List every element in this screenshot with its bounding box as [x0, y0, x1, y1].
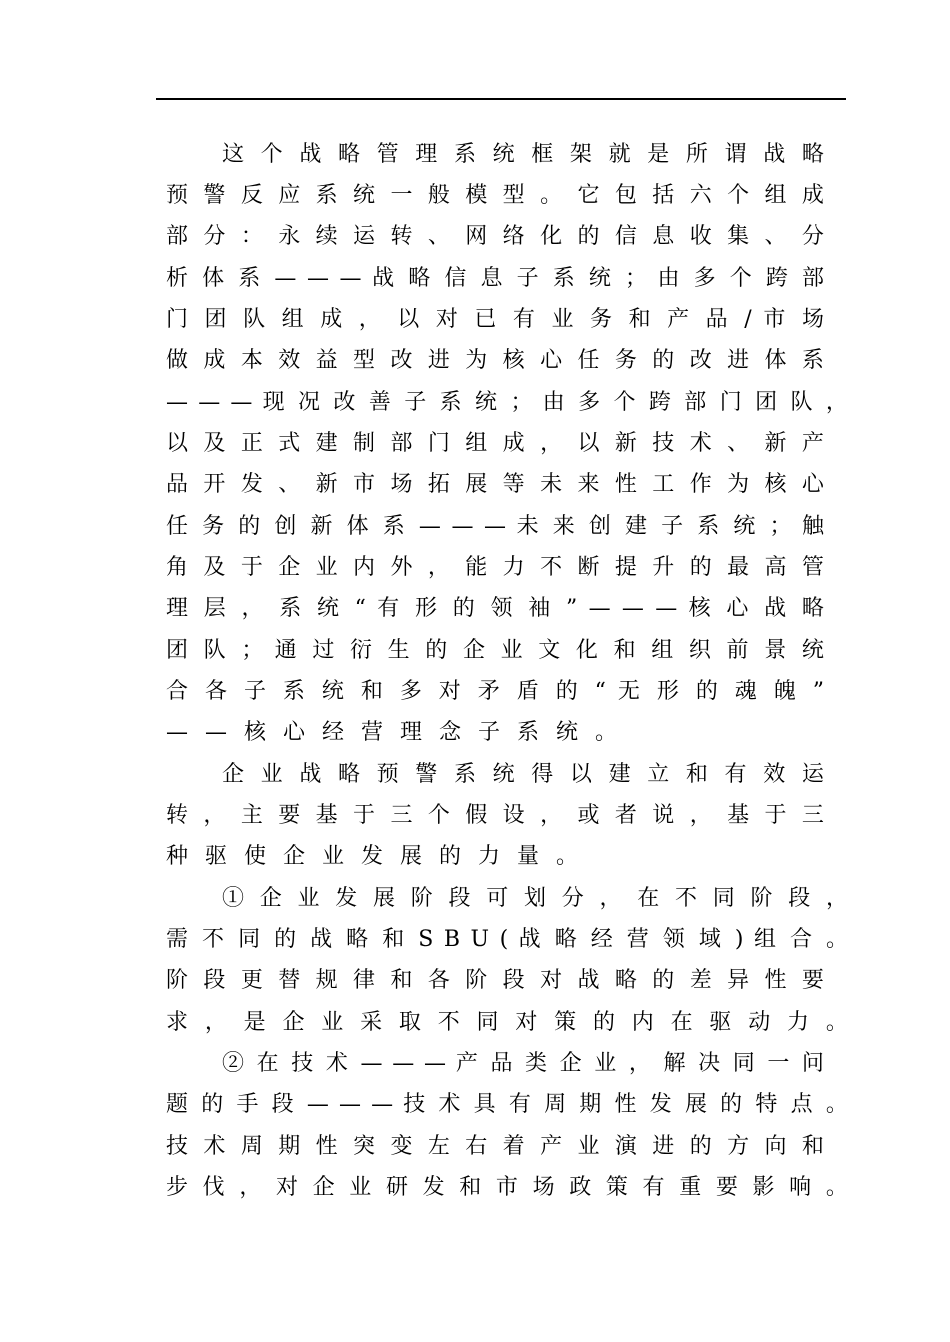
- text-line: 以 及 正 式 建 制 部 门 组 成 ， 以 新 技 术 、 新 产: [166, 431, 824, 456]
- text-line: 步 伐 ， 对 企 业 研 发 和 市 场 政 策 有 重 要 影 响 。: [166, 1175, 848, 1200]
- text-line: 题 的 手 段 — — — 技 术 具 有 周 期 性 发 展 的 特 点 。: [166, 1092, 848, 1117]
- text-line: 任 务 的 创 新 体 系 — — — 未 来 创 建 子 系 统 ； 触: [166, 514, 825, 539]
- text-line: 这 个 战 略 管 理 系 统 框 架 就 是 所 谓 战 略: [222, 142, 824, 167]
- text-line: 转 ， 主 要 基 于 三 个 假 设 ， 或 者 说 ， 基 于 三: [166, 803, 824, 828]
- text-line: 求 ， 是 企 业 采 取 不 同 对 策 的 内 在 驱 动 力 。: [166, 1010, 848, 1035]
- text-line: ① 企 业 发 展 阶 段 可 划 分 ， 在 不 同 阶 段 ，: [222, 886, 849, 911]
- text-line: ② 在 技 术 — — — 产 品 类 企 业 ， 解 决 同 一 问: [222, 1051, 824, 1076]
- text-line: ——核心经营理念子系统。: [166, 720, 635, 745]
- text-line: 析 体 系 — — — 战 略 信 息 子 系 统 ； 由 多 个 跨 部: [166, 266, 825, 291]
- text-line: 企 业 战 略 预 警 系 统 得 以 建 立 和 有 效 运: [222, 762, 824, 787]
- text-line: 种驱使企业发展的力量。: [166, 844, 596, 869]
- text-line: 预 警 反 应 系 统 一 般 模 型 。 它 包 括 六 个 组 成: [166, 183, 824, 208]
- text-line: 理 层 ， 系 统 “ 有 形 的 领 袖 ” — — — 核 心 战 略: [166, 596, 824, 621]
- text-line: 品 开 发 、 新 市 场 拓 展 等 未 来 性 工 作 为 核 心: [166, 472, 824, 497]
- text-line: 团 队 ； 通 过 衍 生 的 企 业 文 化 和 组 织 前 景 统: [166, 638, 824, 663]
- text-line: 需 不 同 的 战 略 和 S B U ( 战 略 经 营 领 域 ) 组 合 。: [166, 927, 849, 952]
- text-line: — — — 现 况 改 善 子 系 统 ； 由 多 个 跨 部 门 团 队 ，: [166, 390, 848, 415]
- text-line: 技 术 周 期 性 突 变 左 右 着 产 业 演 进 的 方 向 和: [166, 1134, 824, 1159]
- text-line: 合 各 子 系 统 和 多 对 矛 盾 的 “ 无 形 的 魂 魄 ”: [166, 679, 824, 704]
- text-line: 门 团 队 组 成 ， 以 对 已 有 业 务 和 产 品 / 市 场: [166, 307, 824, 332]
- text-line: 部 分 ： 永 续 运 转 、 网 络 化 的 信 息 收 集 、 分: [166, 224, 824, 249]
- text-line: 角 及 于 企 业 内 外 ， 能 力 不 断 提 升 的 最 高 管: [166, 555, 824, 580]
- text-line: 做 成 本 效 益 型 改 进 为 核 心 任 务 的 改 进 体 系: [166, 348, 824, 373]
- text-line: 阶 段 更 替 规 律 和 各 阶 段 对 战 略 的 差 异 性 要: [166, 968, 824, 993]
